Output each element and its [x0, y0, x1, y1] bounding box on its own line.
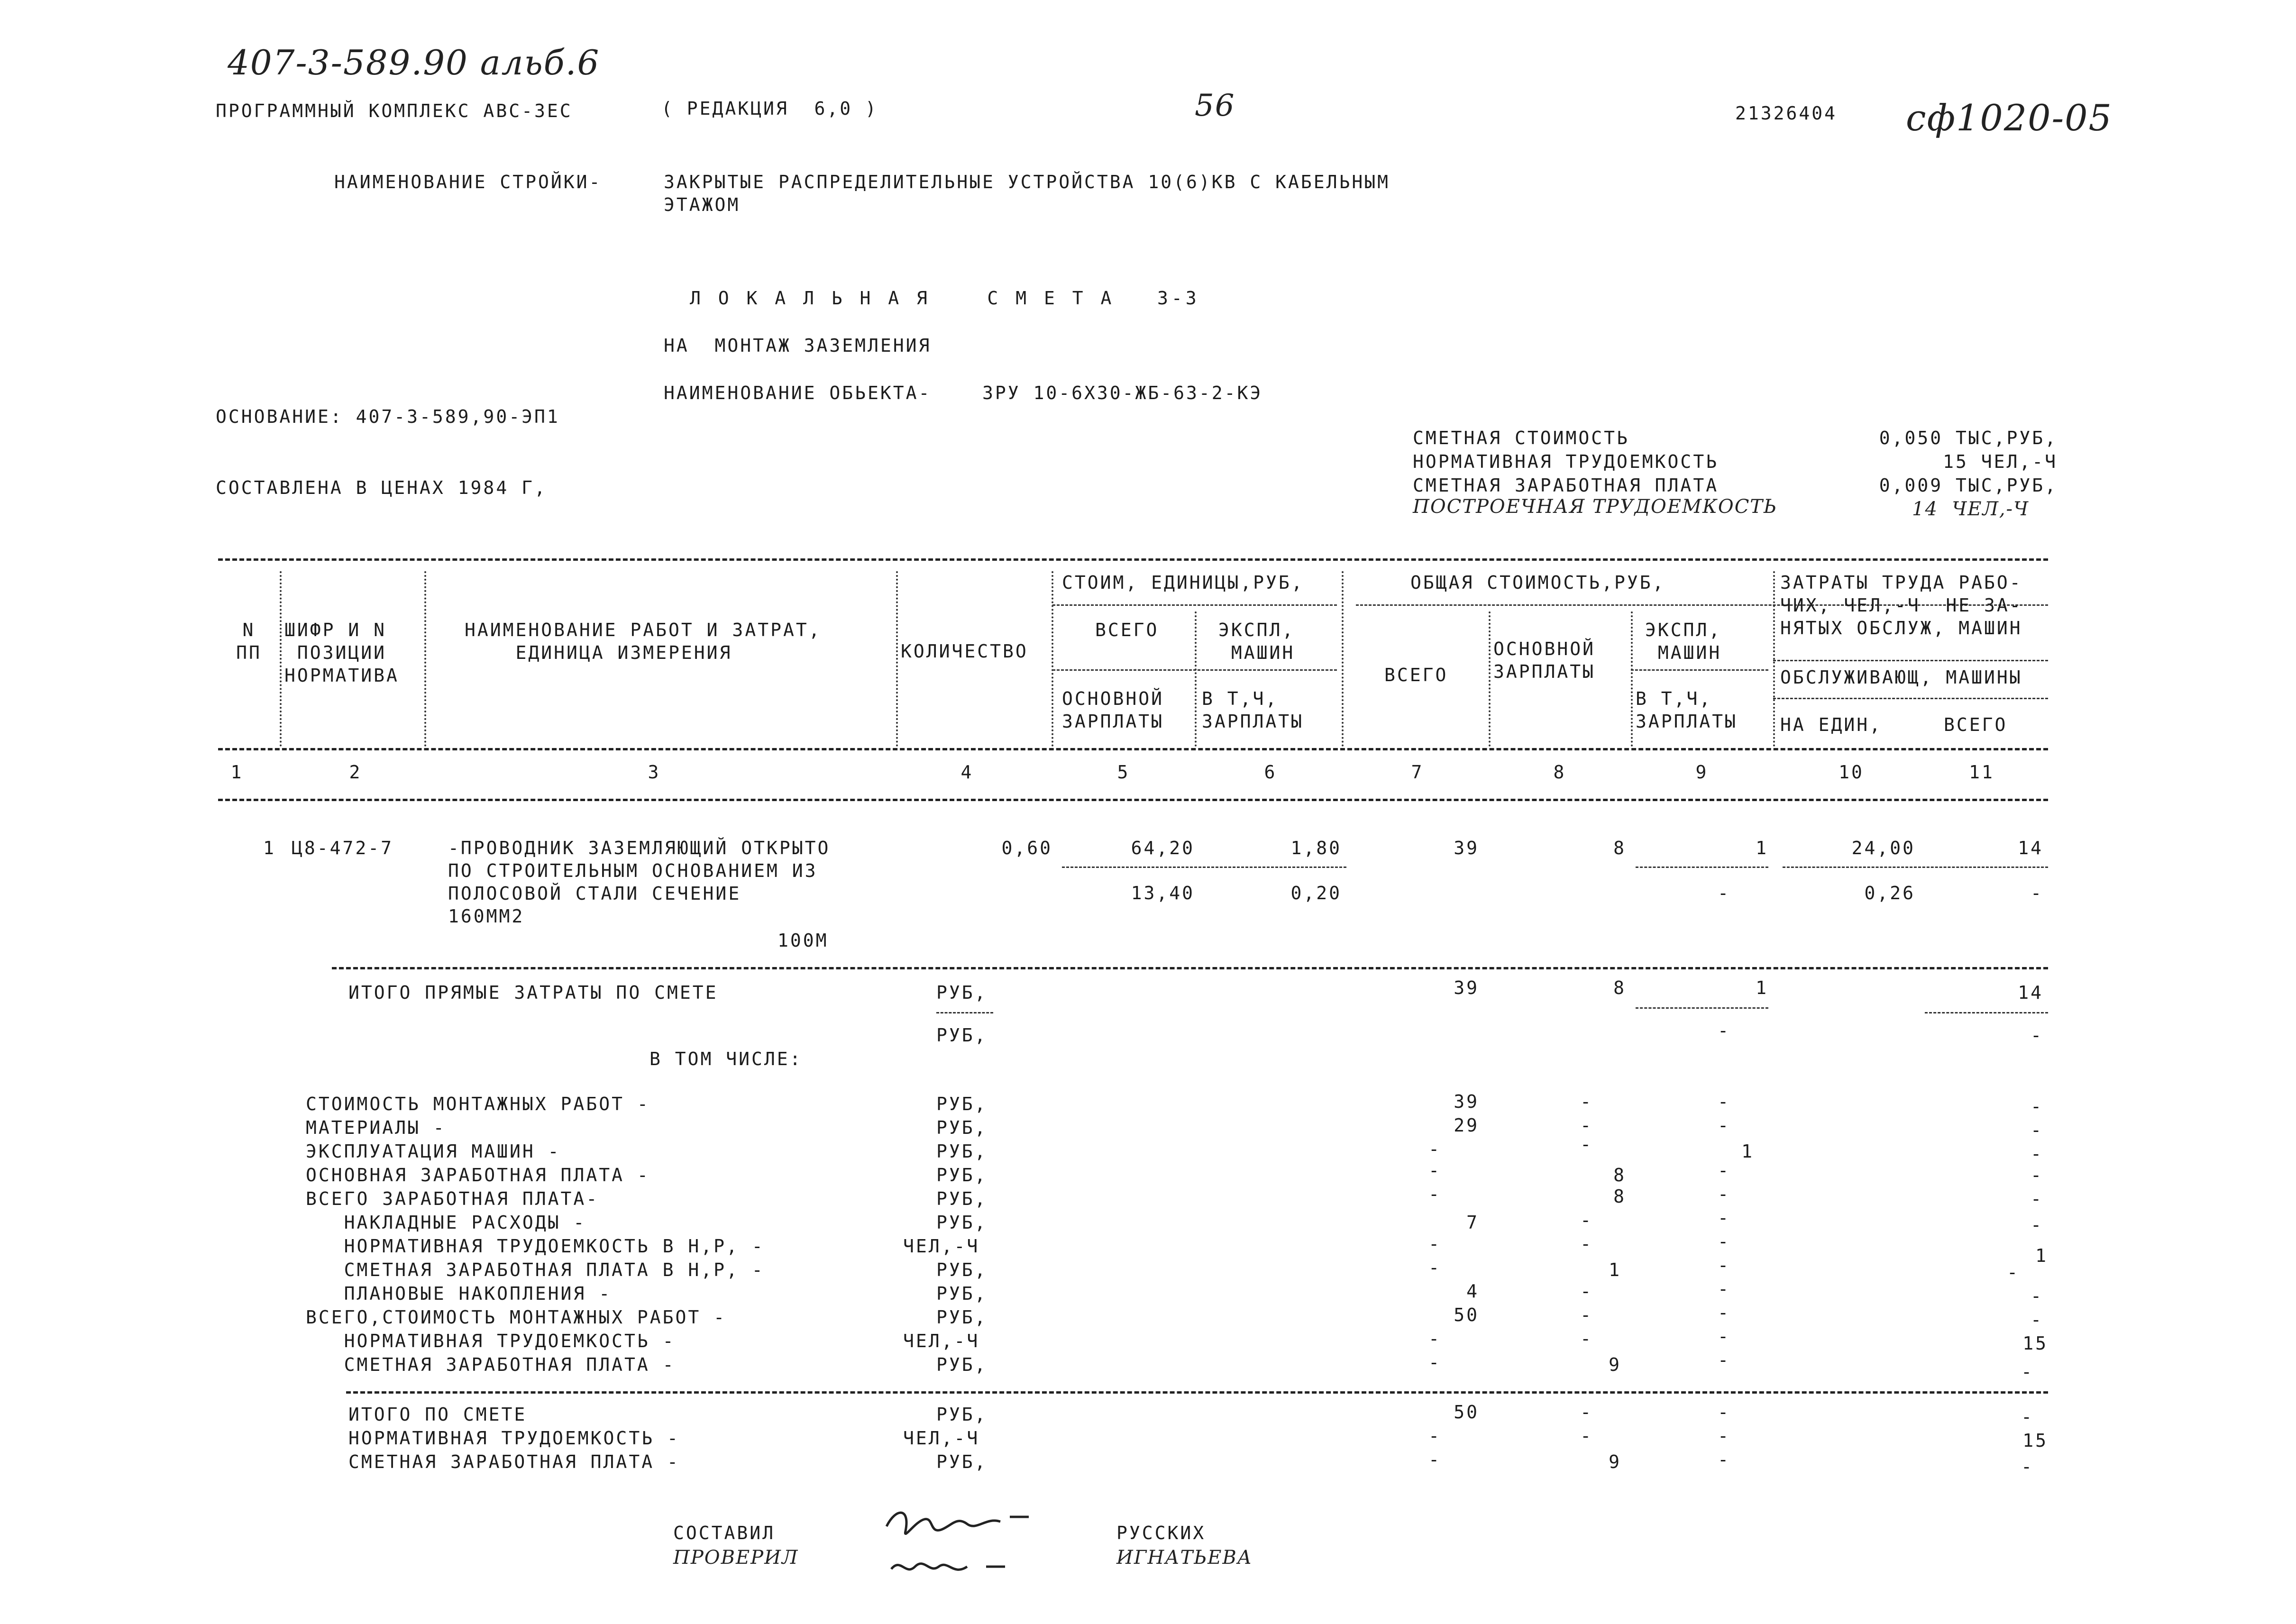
item-labor-unit2: 0,26	[1864, 883, 1915, 903]
table-colnum-bottom-rule	[218, 799, 2048, 801]
item-labor-unit: 24,00	[1851, 838, 1915, 858]
direct-costs-unit2: РУБ,	[936, 1025, 988, 1046]
breakdown-c8: 9	[1609, 1354, 1621, 1375]
breakdown-c8: -	[1580, 1115, 1593, 1136]
totals-label: ИТОГО ПО СМЕТЕ	[348, 1404, 527, 1425]
breakdown-unit: РУБ,	[936, 1283, 988, 1304]
item-machines-rule	[1636, 867, 1768, 868]
th-unit-base-wage: ОСНОВНОЙ ЗАРПЛАТЫ	[1062, 688, 1164, 732]
col-sep-8	[1631, 611, 1633, 747]
item-machines: 1	[1756, 838, 1768, 858]
breakdown-c7: -	[1428, 1352, 1441, 1373]
colnum-10: 10	[1839, 762, 1864, 783]
construction-line2: ЭТАЖОМ	[664, 194, 741, 215]
colnum-6: 6	[1264, 762, 1277, 783]
totals-c7: -	[1428, 1425, 1441, 1446]
totals-c11: -	[2021, 1406, 2034, 1427]
item-labor-rule	[1783, 867, 2048, 868]
colnum-5: 5	[1117, 762, 1130, 783]
checked-label: ПРОВЕРИЛ	[673, 1547, 799, 1569]
colnum-11: 11	[1969, 762, 1994, 783]
direct-costs-labor: 14	[2018, 982, 2043, 1003]
th-total-all: ВСЕГО	[1384, 665, 1448, 685]
breakdown-c8: -	[1580, 1134, 1593, 1155]
software-edition: ( РЕДАКЦИЯ 6,0 )	[661, 98, 878, 119]
th-total-base-wage: ОСНОВНОЙ ЗАРПЛАТЫ	[1493, 639, 1596, 682]
signature-composed	[882, 1503, 1038, 1545]
item-unit-rule	[1062, 867, 1346, 868]
col-sep-3	[896, 571, 898, 747]
breakdown-c11: -	[2031, 1214, 2043, 1235]
software-name: ПРОГРАММНЫЙ КОМПЛЕКС АВС-ЗЕС	[216, 100, 573, 121]
summary-value-1: 15 ЧЕЛ,-Ч	[1943, 451, 2058, 472]
estimate-title: Л О К А Л Ь Н А Я С М Е Т А 3-3	[690, 288, 1200, 309]
breakdown-c11: -	[2031, 1309, 2043, 1330]
breakdown-c9: -	[1718, 1350, 1730, 1370]
breakdown-label: ВСЕГО,СТОИМОСТЬ МОНТАЖНЫХ РАБОТ -	[306, 1307, 726, 1328]
breakdown-c7: 7	[1466, 1212, 1479, 1233]
colnum-7: 7	[1411, 762, 1424, 783]
breakdown-label: НОРМАТИВНАЯ ТРУДОЕМКОСТЬ В Н,Р, -	[306, 1236, 765, 1257]
th-unit-total: ВСЕГО	[1095, 620, 1159, 640]
col-sep-9	[1773, 571, 1775, 747]
estimate-object: НАИМЕНОВАНИЕ ОБЬЕКТА- ЗРУ 10-6Х30-ЖБ-63-2-КЭ	[664, 383, 1263, 403]
totals-c11: -	[2021, 1456, 2034, 1477]
breakdown-c8: -	[1580, 1281, 1593, 1302]
table-top-rule	[218, 558, 2048, 561]
breakdown-c9: -	[1718, 1160, 1730, 1181]
item-qty: 0,60	[1001, 838, 1052, 858]
item-code: Ц8-472-7	[292, 838, 394, 858]
breakdown-c11: -	[2031, 1143, 2043, 1164]
breakdown-label: НАКЛАДНЫЕ РАСХОДЫ -	[306, 1212, 586, 1233]
totals-c7: -	[1428, 1449, 1441, 1470]
item-unit-total: 64,20	[1131, 838, 1195, 858]
col-sep-4	[1052, 571, 1053, 747]
breakdown-c8: 8	[1613, 1165, 1626, 1186]
totals-c9: -	[1718, 1425, 1730, 1446]
breakdown-c9: -	[1718, 1326, 1730, 1347]
direct-costs-machines: 1	[1756, 977, 1768, 998]
summary-label-2: СМЕТНАЯ ЗАРАБОТНАЯ ПЛАТА	[1413, 475, 1719, 496]
breakdown-c7: -	[1428, 1184, 1441, 1204]
breakdown-c8: -	[1580, 1210, 1593, 1231]
colnum-4: 4	[960, 762, 974, 783]
labor-subdivider-2	[1773, 698, 2048, 699]
item-unit: 100М	[778, 930, 829, 951]
item-unit-machines: 1,80	[1290, 838, 1342, 858]
breakdown-c8: -	[1580, 1328, 1593, 1349]
breakdown-label: ОСНОВНАЯ ЗАРАБОТНАЯ ПЛАТА -	[306, 1165, 650, 1186]
th-qty: КОЛИЧЕСТВО	[901, 641, 1028, 662]
direct-costs-base-wage: 8	[1613, 977, 1626, 998]
th-unit-incl-wage: В Т,Ч, ЗАРПЛАТЫ	[1202, 688, 1304, 732]
th-labor-sub: ОБСЛУЖИВАЮЩ, МАШИНЫ	[1780, 667, 2022, 688]
breakdown-c8: 1	[1609, 1259, 1621, 1280]
th-total-cost: ОБЩАЯ СТОИМОСТЬ,РУБ,	[1410, 572, 1665, 593]
th-total-incl-wage: В Т,Ч, ЗАРПЛАТЫ	[1636, 688, 1738, 732]
breakdown-c8: -	[1580, 1305, 1593, 1325]
breakdown-label: НОРМАТИВНАЯ ТРУДОЕМКОСТЬ -	[306, 1331, 676, 1351]
item-machines-wage: -	[1718, 883, 1730, 903]
colnum-2: 2	[349, 762, 362, 783]
summary-label-0: СМЕТНАЯ СТОИМОСТЬ	[1413, 428, 1629, 448]
handwritten-doc-code: сф1020-05	[1906, 97, 2113, 139]
breakdown-c9: -	[1718, 1091, 1730, 1112]
breakdown-c9: -	[1718, 1207, 1730, 1228]
breakdown-c9: -	[1718, 1231, 1730, 1252]
item-unit-base-wage: 13,40	[1131, 883, 1195, 903]
breakdown-c7: 39	[1454, 1091, 1479, 1112]
doc-number: 21326404	[1735, 103, 1838, 124]
breakdown-unit: РУБ,	[936, 1117, 988, 1138]
composed-label: СОСТАВИЛ	[673, 1523, 776, 1543]
breakdown-label: СМЕТНАЯ ЗАРАБОТНАЯ ПЛАТА В Н,Р, -	[306, 1259, 765, 1280]
colnum-3: 3	[648, 762, 661, 783]
item-bottom-rule	[332, 967, 2048, 969]
estimate-basis: ОСНОВАНИЕ: 407-3-589,90-ЭП1	[216, 406, 560, 427]
th-unit-cost: СТОИМ, ЕДИНИЦЫ,РУБ,	[1062, 572, 1304, 593]
colnum-8: 8	[1553, 762, 1566, 783]
breakdown-c11: -	[2031, 1165, 2043, 1186]
breakdown-c11: -	[2031, 1286, 2043, 1306]
direct-costs-machines-rule	[1636, 1007, 1768, 1009]
summary-label-1: НОРМАТИВНАЯ ТРУДОЕМКОСТЬ	[1413, 451, 1719, 472]
item-labor-total2: -	[2031, 883, 2043, 903]
direct-costs-labor2: -	[2031, 1025, 2043, 1046]
breakdown-c8: 8	[1613, 1186, 1626, 1207]
breakdown-label: ЭКСПЛУАТАЦИЯ МАШИН -	[306, 1141, 561, 1162]
breakdown-unit: РУБ,	[936, 1259, 988, 1280]
breakdown-label: СМЕТНАЯ ЗАРАБОТНАЯ ПЛАТА -	[306, 1354, 676, 1375]
summary-label-3: ПОСТРОЕЧНАЯ ТРУДОЕМКОСТЬ	[1413, 496, 1777, 518]
breakdown-c9: -	[1718, 1115, 1730, 1136]
unit-cost-divider	[1052, 604, 1337, 606]
including-label: В ТОМ ЧИСЛЕ:	[649, 1049, 803, 1069]
breakdown-c10: 1	[1741, 1141, 1754, 1162]
th-total-machines: ЭКСПЛ, МАШИН	[1645, 620, 1722, 663]
breakdown-c7: -	[1428, 1139, 1441, 1159]
totals-c8: -	[1580, 1402, 1593, 1423]
checked-name: ИГНАТЬЕВА	[1116, 1547, 1253, 1569]
direct-costs-total: 39	[1454, 977, 1479, 998]
breakdown-c11: -	[2031, 1096, 2043, 1117]
th-labor-total: ВСЕГО	[1944, 714, 2008, 735]
breakdown-c11: -	[2007, 1262, 2020, 1283]
construction-label: НАИМЕНОВАНИЕ СТРОЙКИ-	[334, 172, 602, 192]
composed-name: РУССКИХ	[1116, 1523, 1206, 1543]
colnum-9: 9	[1695, 762, 1709, 783]
col-sep-2	[424, 571, 426, 747]
breakdown-c8: -	[1580, 1091, 1593, 1112]
breakdown-c7: -	[1428, 1328, 1441, 1349]
breakdown-label: МАТЕРИАЛЫ -	[306, 1117, 446, 1138]
th-labor: ЗАТРАТЫ ТРУДА РАБО- ЧИХ, ЧЕЛ,-Ч НЕ ЗА- НЯТЫХ ОБСЛУЖ, МАШИН	[1780, 572, 2022, 639]
breakdown-c11: 1	[2035, 1245, 2048, 1266]
th-labor-unit: НА ЕДИН,	[1780, 714, 1883, 735]
breakdown-unit: РУБ,	[936, 1354, 988, 1375]
breakdown-unit: РУБ,	[936, 1141, 988, 1162]
breakdown-label: ПЛАНОВЫЕ НАКОПЛЕНИЯ -	[306, 1283, 612, 1304]
breakdown-unit: РУБ,	[936, 1165, 988, 1186]
th-code: ШИФР И N ПОЗИЦИИ НОРМАТИВА	[284, 620, 399, 686]
breakdown-c9: -	[1718, 1302, 1730, 1323]
handwritten-project-code: 407-3-589.90 альб.6	[228, 43, 600, 82]
totals-c8: 9	[1609, 1451, 1621, 1472]
totals-c8: -	[1580, 1425, 1593, 1446]
col-sep-1	[280, 571, 282, 747]
breakdown-unit: РУБ,	[936, 1094, 988, 1114]
item-num: 1	[263, 838, 276, 858]
breakdown-c11: -	[2031, 1120, 2043, 1140]
th-name: НАИМЕНОВАНИЕ РАБОТ И ЗАТРАТ, ЕДИНИЦА ИЗМЕРЕНИЯ	[465, 620, 822, 663]
breakdown-c9: -	[1718, 1278, 1730, 1299]
summary-value-0: 0,050 ТЫС,РУБ,	[1879, 428, 2058, 448]
table-header-bottom-rule	[218, 748, 2048, 750]
totals-c11: 15	[2022, 1430, 2048, 1451]
breakdown-unit: РУБ,	[936, 1188, 988, 1209]
item-unit-incl-wage: 0,20	[1290, 883, 1342, 903]
breakdown-c11: -	[2031, 1188, 2043, 1209]
totals-c9: -	[1718, 1449, 1730, 1470]
breakdown-c7: 29	[1454, 1115, 1479, 1136]
totals-c7: 50	[1454, 1402, 1479, 1423]
breakdown-c7: 50	[1454, 1305, 1479, 1325]
totals-label: НОРМАТИВНАЯ ТРУДОЕМКОСТЬ -	[348, 1428, 680, 1449]
breakdown-c9: -	[1718, 1184, 1730, 1204]
summary-value-2: 0,009 ТЫС,РУБ,	[1879, 475, 2058, 496]
colnum-1: 1	[230, 762, 244, 783]
totals-unit: РУБ,	[936, 1451, 988, 1472]
breakdown-unit: РУБ,	[936, 1212, 988, 1233]
item-labor-total: 14	[2018, 838, 2043, 858]
breakdown-c9: -	[1718, 1255, 1730, 1276]
totals-label: СМЕТНАЯ ЗАРАБОТНАЯ ПЛАТА -	[348, 1451, 680, 1472]
breakdown-c7: -	[1428, 1233, 1441, 1254]
breakdown-label: ВСЕГО ЗАРАБОТНАЯ ПЛАТА-	[306, 1188, 599, 1209]
direct-costs-unit: РУБ,	[936, 982, 988, 1003]
direct-costs-machines-wage: -	[1718, 1020, 1730, 1041]
breakdown-c7: -	[1428, 1160, 1441, 1181]
signature-checked	[887, 1548, 1029, 1586]
direct-costs-labor-rule	[1925, 1012, 2048, 1013]
summary-value-3: 14 ЧЕЛ,-Ч	[1912, 498, 2029, 520]
handwritten-page-number: 56	[1195, 88, 1235, 123]
construction-line1: ЗАКРЫТЫЕ РАСПРЕДЕЛИТЕЛЬНЫЕ УСТРОЙСТВА 10(6)КВ С КАБЕЛЬНЫМ	[664, 172, 1390, 192]
col-sep-5	[1195, 611, 1197, 747]
total-machines-subdivider	[1631, 669, 1768, 671]
breakdown-c8: -	[1580, 1233, 1593, 1254]
estimate-subject: НА МОНТАЖ ЗАЗЕМЛЕНИЯ	[664, 335, 932, 356]
totals-c9: -	[1718, 1402, 1730, 1423]
direct-costs-label: ИТОГО ПРЯМЫЕ ЗАТРАТЫ ПО СМЕТЕ	[348, 982, 718, 1003]
totals-unit: РУБ,	[936, 1404, 988, 1425]
item-base-wage: 8	[1613, 838, 1626, 858]
totals-top-rule	[346, 1391, 2048, 1394]
breakdown-unit: РУБ,	[936, 1307, 988, 1328]
direct-costs-unit-rule	[936, 1012, 993, 1013]
breakdown-c7: 4	[1466, 1281, 1479, 1302]
breakdown-label: СТОИМОСТЬ МОНТАЖНЫХ РАБОТ -	[306, 1094, 650, 1114]
estimate-prices: СОСТАВЛЕНА В ЦЕНАХ 1984 Г,	[216, 477, 547, 498]
breakdown-c11: 15	[2022, 1333, 2048, 1354]
totals-unit: ЧЕЛ,-Ч	[903, 1428, 980, 1449]
th-unit-machines: ЭКСПЛ, МАШИН	[1218, 620, 1295, 663]
th-num: N ПП	[236, 620, 262, 663]
breakdown-unit: ЧЕЛ,-Ч	[903, 1331, 980, 1351]
item-total: 39	[1454, 838, 1479, 858]
col-sep-7	[1489, 611, 1491, 747]
breakdown-c7: -	[1428, 1257, 1441, 1278]
labor-subdivider	[1773, 660, 2048, 661]
breakdown-c11: -	[2021, 1361, 2034, 1382]
col-sep-6	[1342, 571, 1344, 747]
item-name: -ПРОВОДНИК ЗАЗЕМЛЯЮЩИЙ ОТКРЫТО ПО СТРОИТЕЛЬНЫМ ОСНОВАНИЕМ ИЗ ПОЛОСОВОЙ СТАЛИ СЕЧЕНИЕ 160ММ2	[448, 838, 831, 927]
breakdown-unit: ЧЕЛ,-Ч	[903, 1236, 980, 1257]
